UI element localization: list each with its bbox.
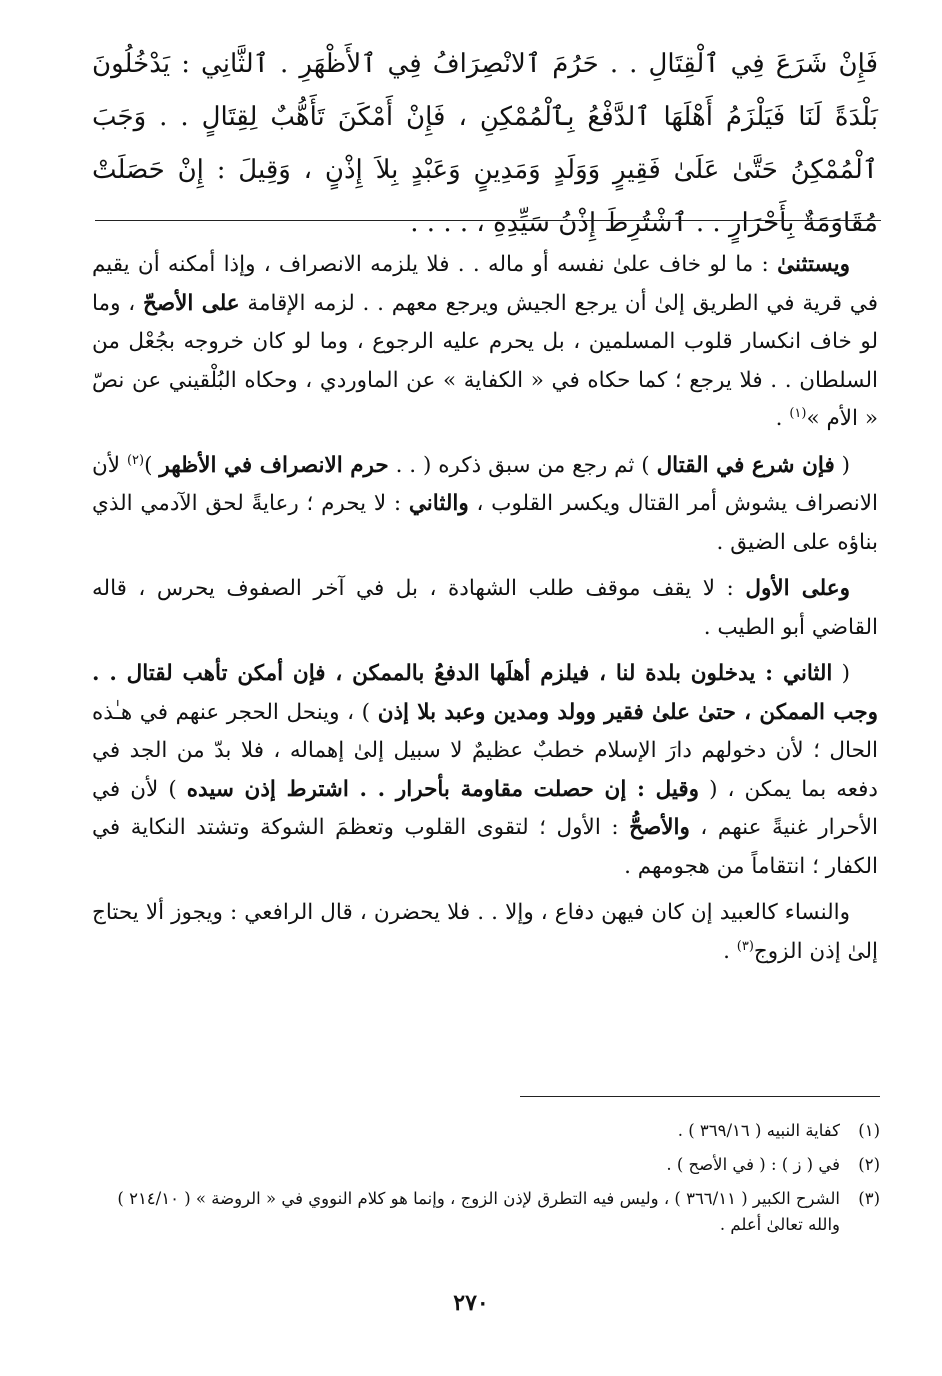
text-run: ) لأن في الأحرار غنيةً عنهم ، bbox=[92, 776, 878, 840]
text-run: ) ، وينحل الحجر عنهم في هـٰذه الحال ؛ لأن دخولهم دارَ الإسلام خطبٌ عظيمٌ لا سبيل إلىٰ إهماله ، فلا بدّ من الجد في دفعه بما يمكن ، ( bbox=[92, 699, 878, 802]
footnote-number: (١) bbox=[858, 1121, 880, 1140]
page-number: ٢٧٠ bbox=[453, 1290, 489, 1316]
matn-divider bbox=[95, 220, 881, 221]
bold-phrase: ويستثنىٰ bbox=[777, 252, 850, 277]
commentary-paragraph bbox=[92, 894, 878, 971]
bold-phrase: الثاني : يدخلون بلدة لنا ، فيلزم أهلَها الدفعُ بالممكن ، فإن أمكن تأهب لقتال . . وجب الممكن ، حتىٰ علىٰ فقير وولد ومدين وعبد بلا إذن bbox=[92, 661, 878, 725]
text-run: : لا يحرم ؛ رعايةً لحق الآدمي الذي بناؤه على الضيق . bbox=[92, 491, 878, 555]
text-run: : ما لو خاف علىٰ نفسه أو ماله . . فلا يلزمه الانصراف ، وإذا أمكنه أن يقيم في قرية في الطريق إلىٰ أن يرجع الجيش ويرجع معهم . . لزمه الإقامة bbox=[92, 252, 878, 316]
text-run: لأن الانصراف يشوش أمر القتال ويكسر القلوب ، bbox=[92, 452, 878, 516]
bold-phrase: فإن شرع في القتال bbox=[656, 452, 835, 478]
footnote-ref: (٢) bbox=[126, 452, 145, 468]
commentary-paragraph bbox=[92, 655, 878, 886]
footnote-number: (٢) bbox=[858, 1155, 880, 1174]
text-run: ، وما لو خاف انكسار قلوب المسلمين ، بل يحرم عليه الرجوع ، وما لو كان خروجه بجُعْل من السلطان . . فلا يرجع ؛ كما حكاه في « الكفاية » عن الماوردي ، وحكاه البُلْقيني عن نصّ « الأم » bbox=[92, 290, 878, 431]
text-run: ( bbox=[832, 661, 850, 686]
footnote-number: (٣) bbox=[858, 1189, 880, 1208]
commentary-paragraph bbox=[92, 246, 878, 439]
bold-phrase: والثاني bbox=[408, 491, 469, 516]
matn-text: فَإِنْ شَرَعَ فِي ٱلْقِتَالِ . . حَرُمَ ٱلانْصِرَافُ فِي ٱلأَظْهَرِ . ٱلثَّانِي : يَدْخُلُونَ بَلْدَةً لَنَا فَيَلْزَمُ أَهْلَهَا ٱلدَّفْعُ بِٱلْمُمْكِنِ ، فَإِنْ أَمْكَنَ تَأَهُّبٌ لِقِتَالٍ . . وَجَبَ ٱلْمُمْكِنُ حَتَّىٰ عَلَىٰ فَقِيرٍ وَوَلَدٍ وَمَدِينٍ وَعَبْدٍ بِلاَ إِذْنٍ ، وَقِيلَ : إِنْ حَصَلَتْ مُقَاوَمَةٌ بِأَحْرَارٍ . . ٱشْتُرِطَ إِذْنُ سَيِّدِهِ ، . . . . bbox=[92, 49, 878, 238]
text-run: ) bbox=[144, 452, 160, 478]
bold-phrase: وقيل : إن حصلت مقاومة بأحرار . . اشترط إذن سيده bbox=[186, 776, 700, 802]
footnote-text: في ( ز ) : ( في الأصح ) . bbox=[666, 1155, 840, 1174]
footnote-text: كفاية النبيه ( ٣٦٩/١٦ ) . bbox=[677, 1121, 840, 1140]
text-run: ) ثم رجع من سبق ذكره ( . . bbox=[388, 452, 657, 478]
commentary-paragraph bbox=[92, 570, 878, 647]
footnotes bbox=[95, 1118, 880, 1246]
commentary-paragraph bbox=[92, 447, 878, 563]
footnote-ref: (٣) bbox=[736, 938, 754, 954]
bold-phrase: وعلى الأول bbox=[745, 576, 850, 601]
footnote bbox=[95, 1118, 880, 1144]
commentary bbox=[92, 246, 878, 979]
bold-phrase: على الأصحّ bbox=[142, 290, 240, 316]
text-run: والنساء كالعبيد إن كان فيهن دفاع ، وإلا . . فلا يحضرن ، قال الرافعي : ويجوز ألا يحتاج إلىٰ إذن الزوج bbox=[92, 900, 878, 964]
bold-phrase: والأصحُّ bbox=[629, 815, 690, 840]
text-run: : الأول ؛ لتقوى القلوب وتعظمَ الشوكة وتشتد النكاية في الكفار ؛ انتقاماً من هجومهم . bbox=[92, 815, 878, 879]
footnote bbox=[95, 1152, 880, 1178]
footnote-text: الشرح الكبير ( ٣٦٦/١١ ) ، وليس فيه التطرق لإذن الزوج ، وإنما هو كلام النووي في « الروضة » ( ٢١٤/١٠ ) والله تعالىٰ أعلم . bbox=[117, 1189, 840, 1234]
footnote-divider bbox=[520, 1096, 880, 1097]
text-run: : لا يقف موقف طلب الشهادة ، بل في آخر الصفوف يحرس ، قاله القاضي أبو الطيب . bbox=[92, 576, 878, 640]
text-run: . bbox=[723, 938, 737, 964]
bold-phrase: حرم الانصراف في الأظهر bbox=[159, 452, 389, 478]
text-run: . bbox=[775, 406, 790, 431]
footnote-ref: (١) bbox=[789, 405, 807, 421]
footnote bbox=[95, 1186, 880, 1238]
text-run: ( bbox=[834, 452, 850, 478]
